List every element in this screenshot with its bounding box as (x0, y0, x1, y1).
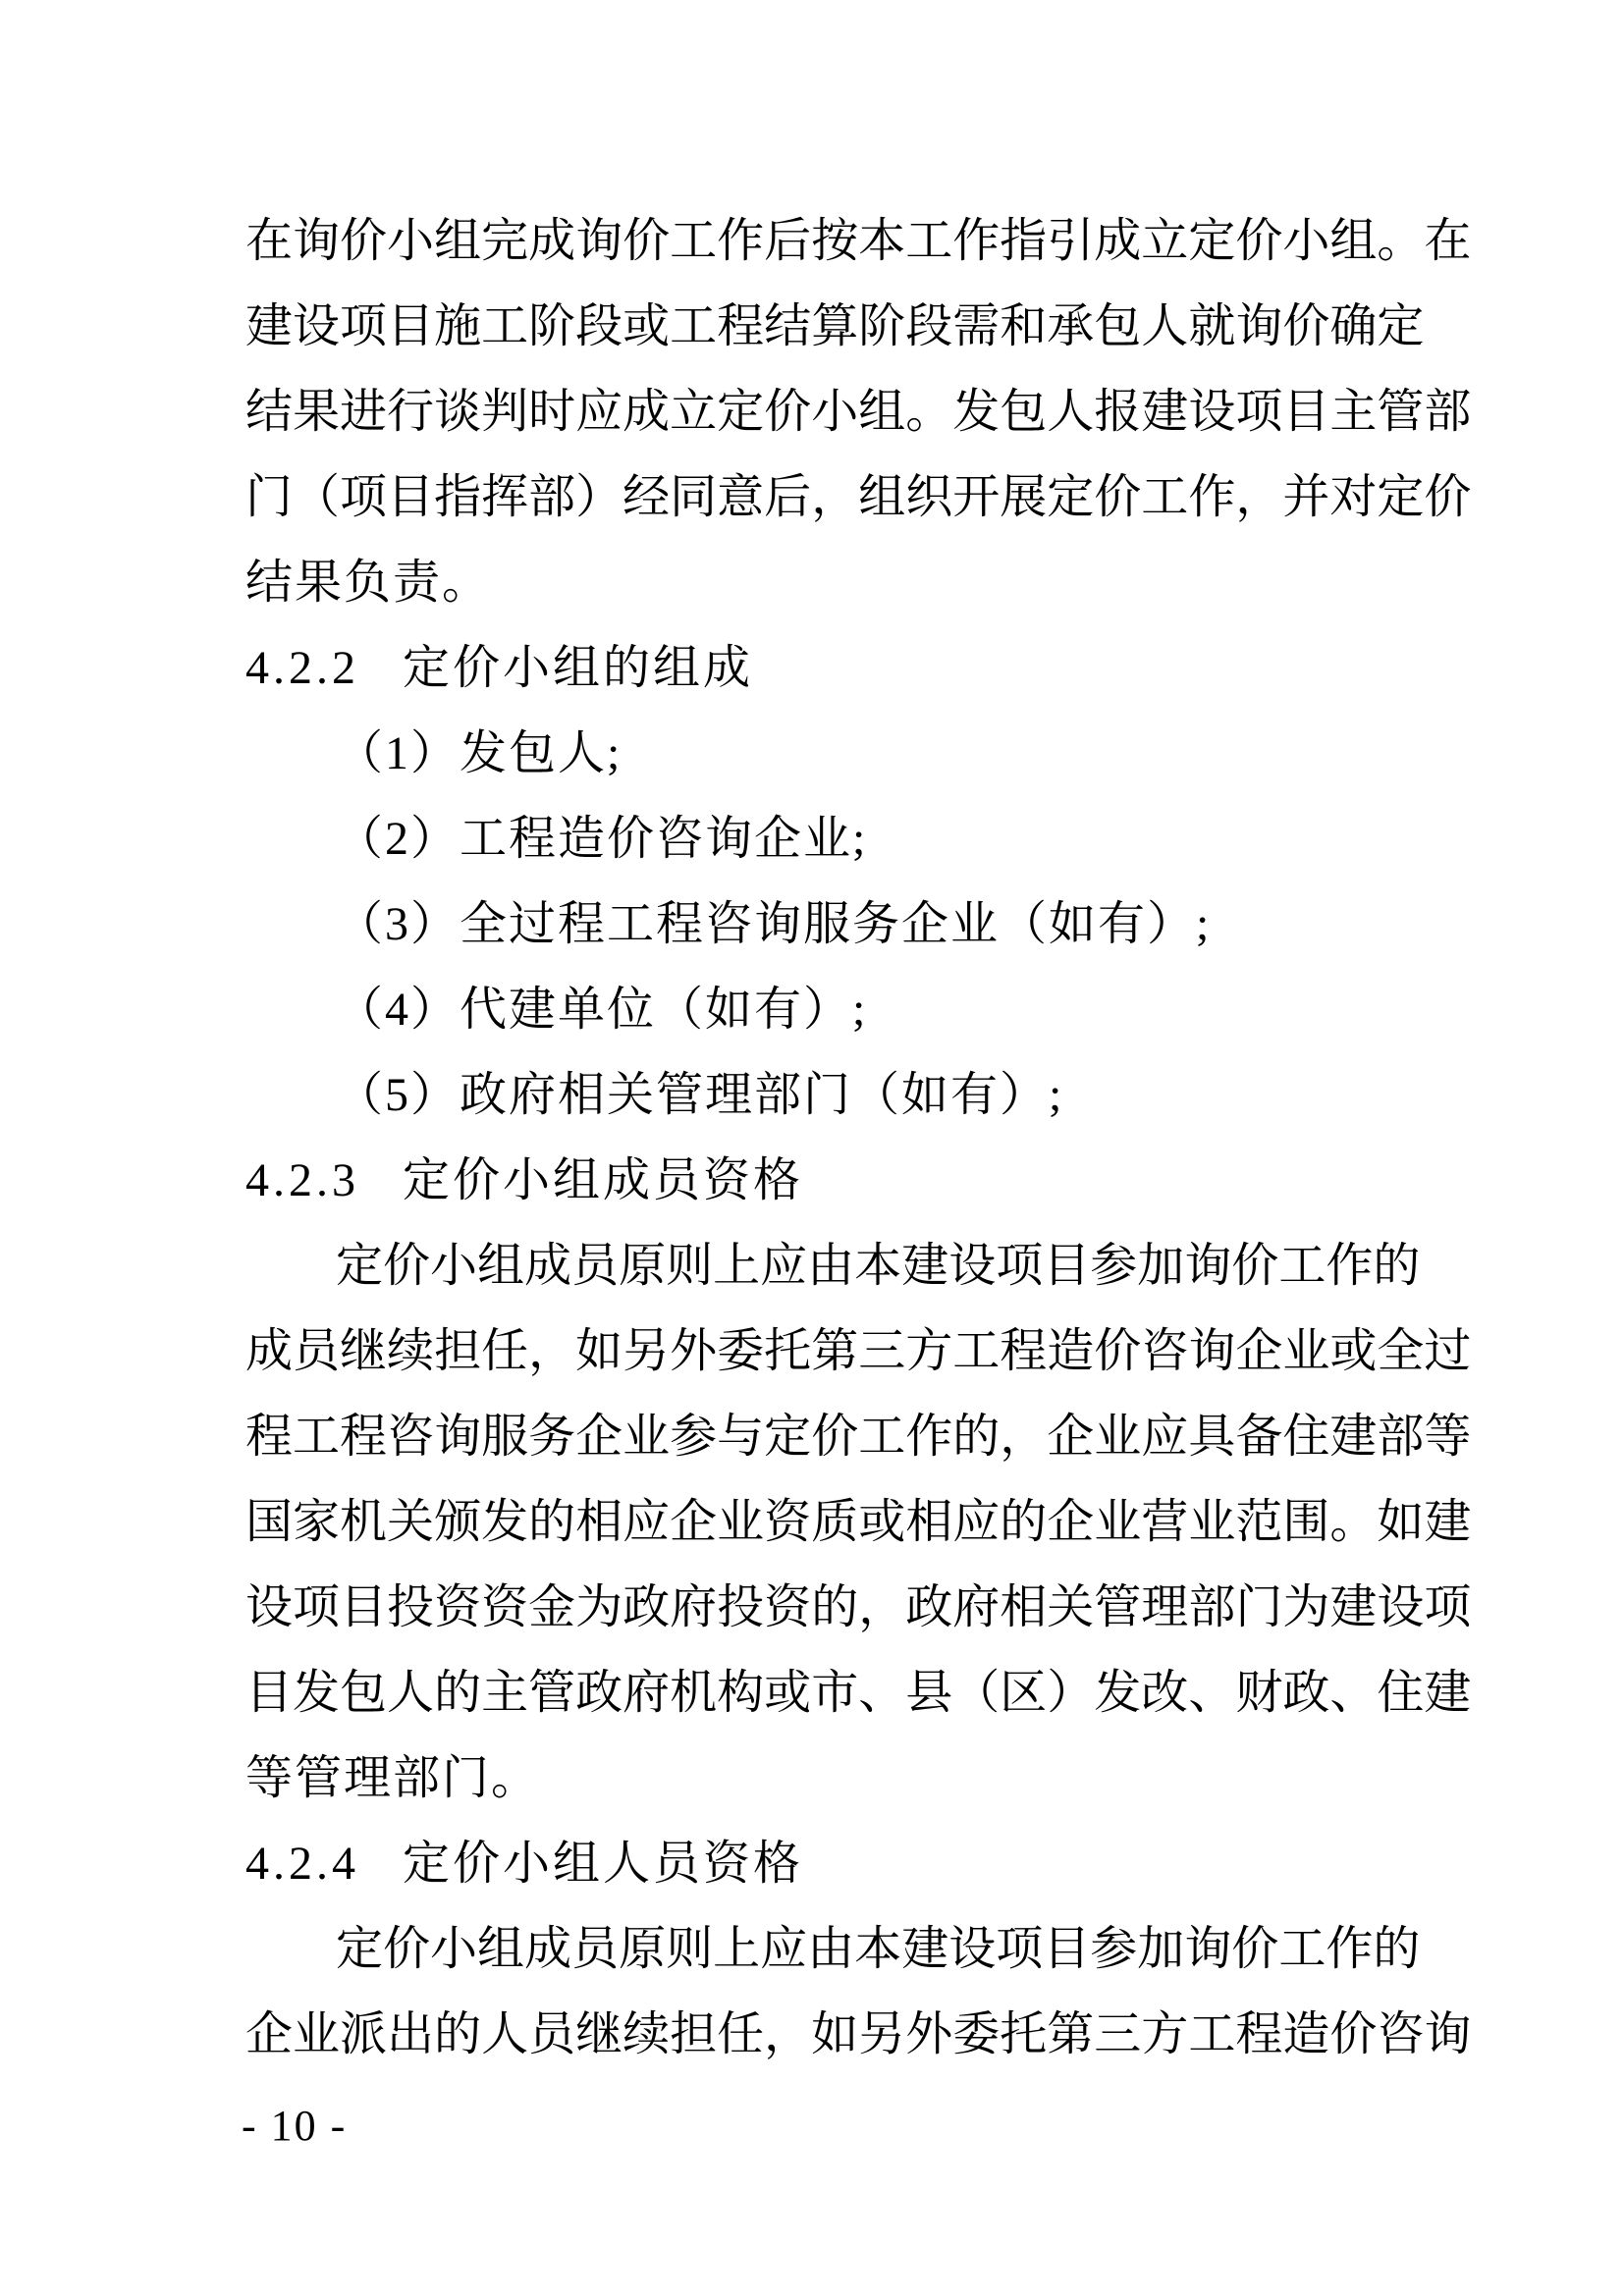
page-number: - 10 - (242, 2102, 348, 2150)
list-item: （2）工程造价咨询企业; (336, 813, 868, 865)
section-heading-4-2-3 (245, 1138, 1377, 1223)
paragraph-line: 门 （ 项 目 指 挥 部 ） 经 同 意 后 ， 组 织 开 展 定 价 工 作 ， 并 对 定 价 (245, 471, 1472, 523)
paragraph-line: 企 业 派 出 的 人 员 继 续 担 任 ， 如 另 外 委 托 第 三 方 工 程 造 价 咨 询 (245, 2008, 1472, 2060)
paragraph-line: 程 工 程 咨 询 服 务 企 业 参 与 定 价 工 作 的 ， 企 业 应 具 备 住 建 部 等 (245, 1411, 1472, 1463)
paragraph-line: 结果负责。 (245, 557, 492, 609)
section-heading-4-2-4 (245, 1821, 1377, 1906)
paragraph-line: 目 发 包 人 的 主 管 政 府 机 构 或 市 、 县 （ 区 ） 发 改 、 财 政 、 住 建 (245, 1667, 1472, 1719)
paragraph-line: 定 价 小 组 成 员 原 则 上 应 由 本 建 设 项 目 参 加 询 价 工 作 的 (336, 1923, 1421, 1975)
list-item: （1）发包人; (336, 727, 623, 779)
paragraph-line: 定 价 小 组 成 员 原 则 上 应 由 本 建 设 项 目 参 加 询 价 工 作 的 (336, 1240, 1421, 1292)
page-footer (242, 2083, 347, 2168)
paragraph-line: 结 果 进 行 谈 判 时 应 成 立 定 价 小 组 。 发 包 人 报 建 设 项 目 主 管 部 (245, 386, 1472, 438)
section-title: 定价小组成员资格 (403, 1154, 804, 1206)
section-number: 4.2.4 (245, 1838, 359, 1890)
section-heading-4-2-2 (245, 625, 1377, 711)
list-item: （3）全过程工程咨询服务企业（如有）; (336, 898, 1212, 950)
paragraph-line: 成 员 继 续 担 任 ， 如 另 外 委 托 第 三 方 工 程 造 价 咨 询 企 业 或 全 过 (245, 1325, 1472, 1377)
section-number: 4.2.3 (245, 1154, 359, 1206)
paragraph-line: 设 项 目 投 资 资 金 为 政 府 投 资 的 ， 政 府 相 关 管 理 部 门 为 建 设 项 (245, 1581, 1472, 1633)
paragraph-line: 建 设 项 目 施 工 阶 段 或 工 程 结 算 阶 段 需 和 承 包 人 就 询 价 确 定 (245, 300, 1425, 352)
page-content (245, 198, 1472, 2077)
paragraph-line: 国 家 机 关 颁 发 的 相 应 企 业 资 质 或 相 应 的 企 业 营 业 范 围 。 如 建 (245, 1496, 1472, 1548)
section-title: 定价小组人员资格 (403, 1838, 804, 1890)
section-title: 定价小组的组成 (403, 642, 754, 694)
section-number: 4.2.2 (245, 642, 359, 694)
list-item: （4）代建单位（如有）; (336, 984, 868, 1036)
paragraph-line: 在 询 价 小 组 完 成 询 价 工 作 后 按 本 工 作 指 引 成 立 定 价 小 组 。 在 (245, 215, 1472, 267)
paragraph-line: 等管理部门。 (245, 1752, 541, 1804)
list-item: （5）政府相关管理部门（如有）; (336, 1069, 1064, 1121)
